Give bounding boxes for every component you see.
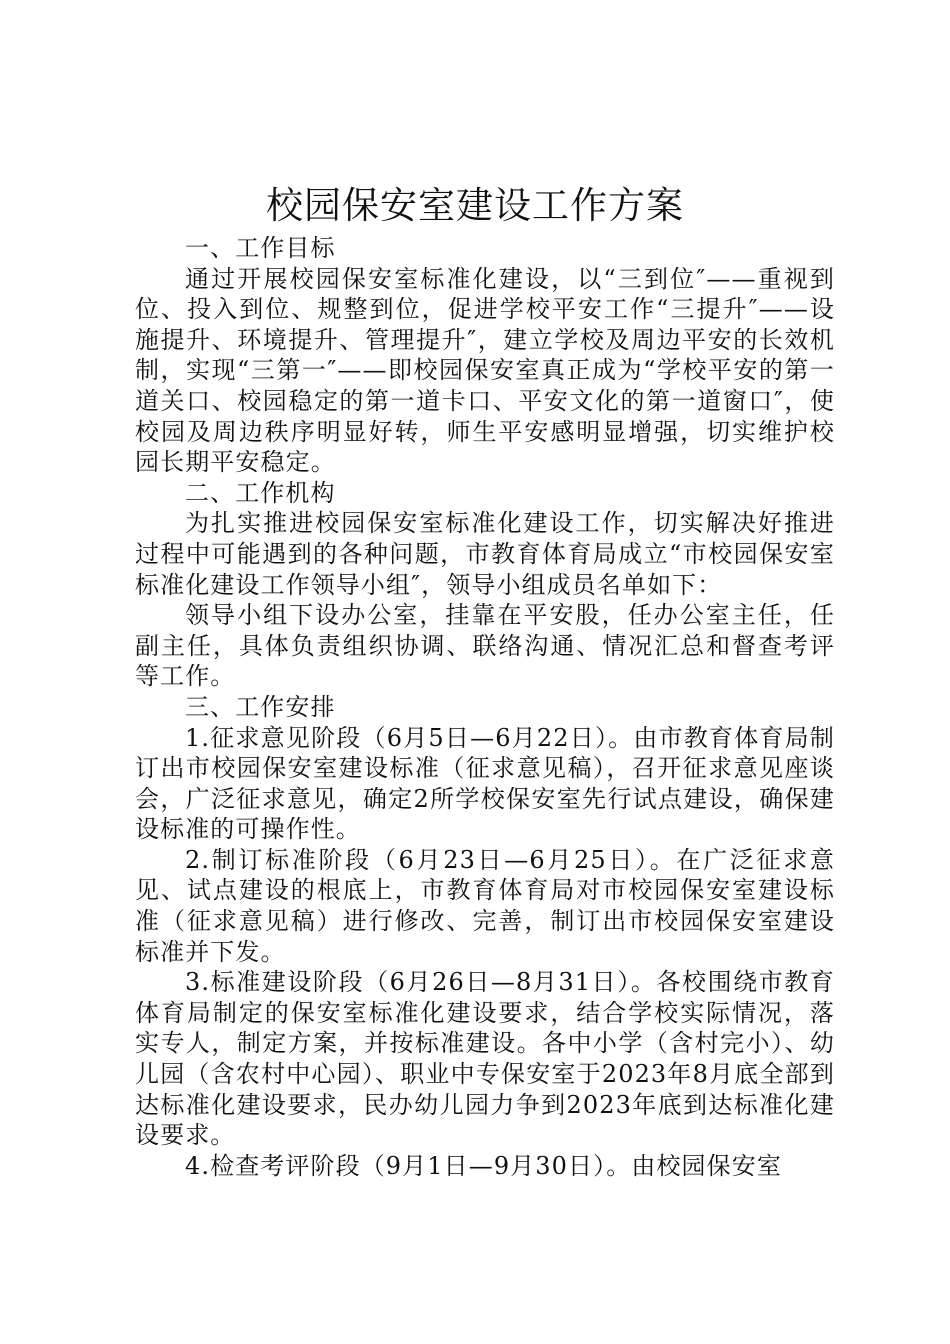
section-heading-goals: 一、工作目标: [185, 234, 336, 262]
section-heading-arrangement: 三、工作安排: [185, 692, 336, 721]
paragraph-organization: 为扎实推进校园保安室标准化建设工作，切实解决好推进过程中可能遇到的各种问题，市教育体育局成立“市校园保安室标准化建设工作领导小组″，领导小组成员名单如下：: [135, 509, 835, 599]
section-heading-organization: 二、工作机构: [185, 478, 336, 507]
paragraph-office: 领导小组下设办公室，挂靠在平安股，任办公室主任，任副主任，具体负责组织协调、联络沟通、情况汇总和督查考评等工作。: [135, 601, 835, 691]
paragraph-goals: 通过开展校园保安室标准化建设，以“三到位″——重视到位、投入到位、规整到位，促进学校平安工作“三提升″——设施提升、环境提升、管理提升″，建立学校及周边平安的长效机制，实现“三第一″——即校园保安室真正成为“学校平安的第一道关口、校园稳定的第一道卡口、平安文化的第一道窗口″，使校园及周边秩序明显好转，师生平安感明显增强，切实维护校园长期平安稳定。: [135, 264, 835, 477]
document-body: [135, 233, 835, 1181]
paragraph-stage-4: 4.检查考评阶段（9月1日—9月30日）。由校园保安室: [185, 1151, 782, 1180]
paragraph-stage-2: 2.制订标准阶段（6月23日—6月25日）。在广泛征求意见、试点建设的根底上，市教育体育局对市校园保安室建设标准（征求意见稿）进行修改、完善，制订出市校园保安室建设标准并下发。: [135, 845, 835, 966]
paragraph-stage-1: 1.征求意见阶段（6月5日—6月22日）。由市教育体育局制订出市校园保安室建设标准（征求意见稿），召开征求意见座谈会，广泛征求意见，确定2所学校保安室先行试点建设，确保建设标准的可操作性。: [135, 723, 835, 844]
document-title: 校园保安室建设工作方案: [266, 184, 684, 227]
paragraph-stage-3: 3.标准建设阶段（6月26日—8月31日）。各校围绕市教育体育局制定的保安室标准化建设要求，结合学校实际情况，落实专人，制定方案，并按标准建设。各中小学（含村完小）、幼儿园（含农村中心园）、职业中专保安室于2023年8月底全部到达标准化建设要求，民办幼儿园力争到2023年底到达标准化建设要求。: [135, 968, 835, 1150]
